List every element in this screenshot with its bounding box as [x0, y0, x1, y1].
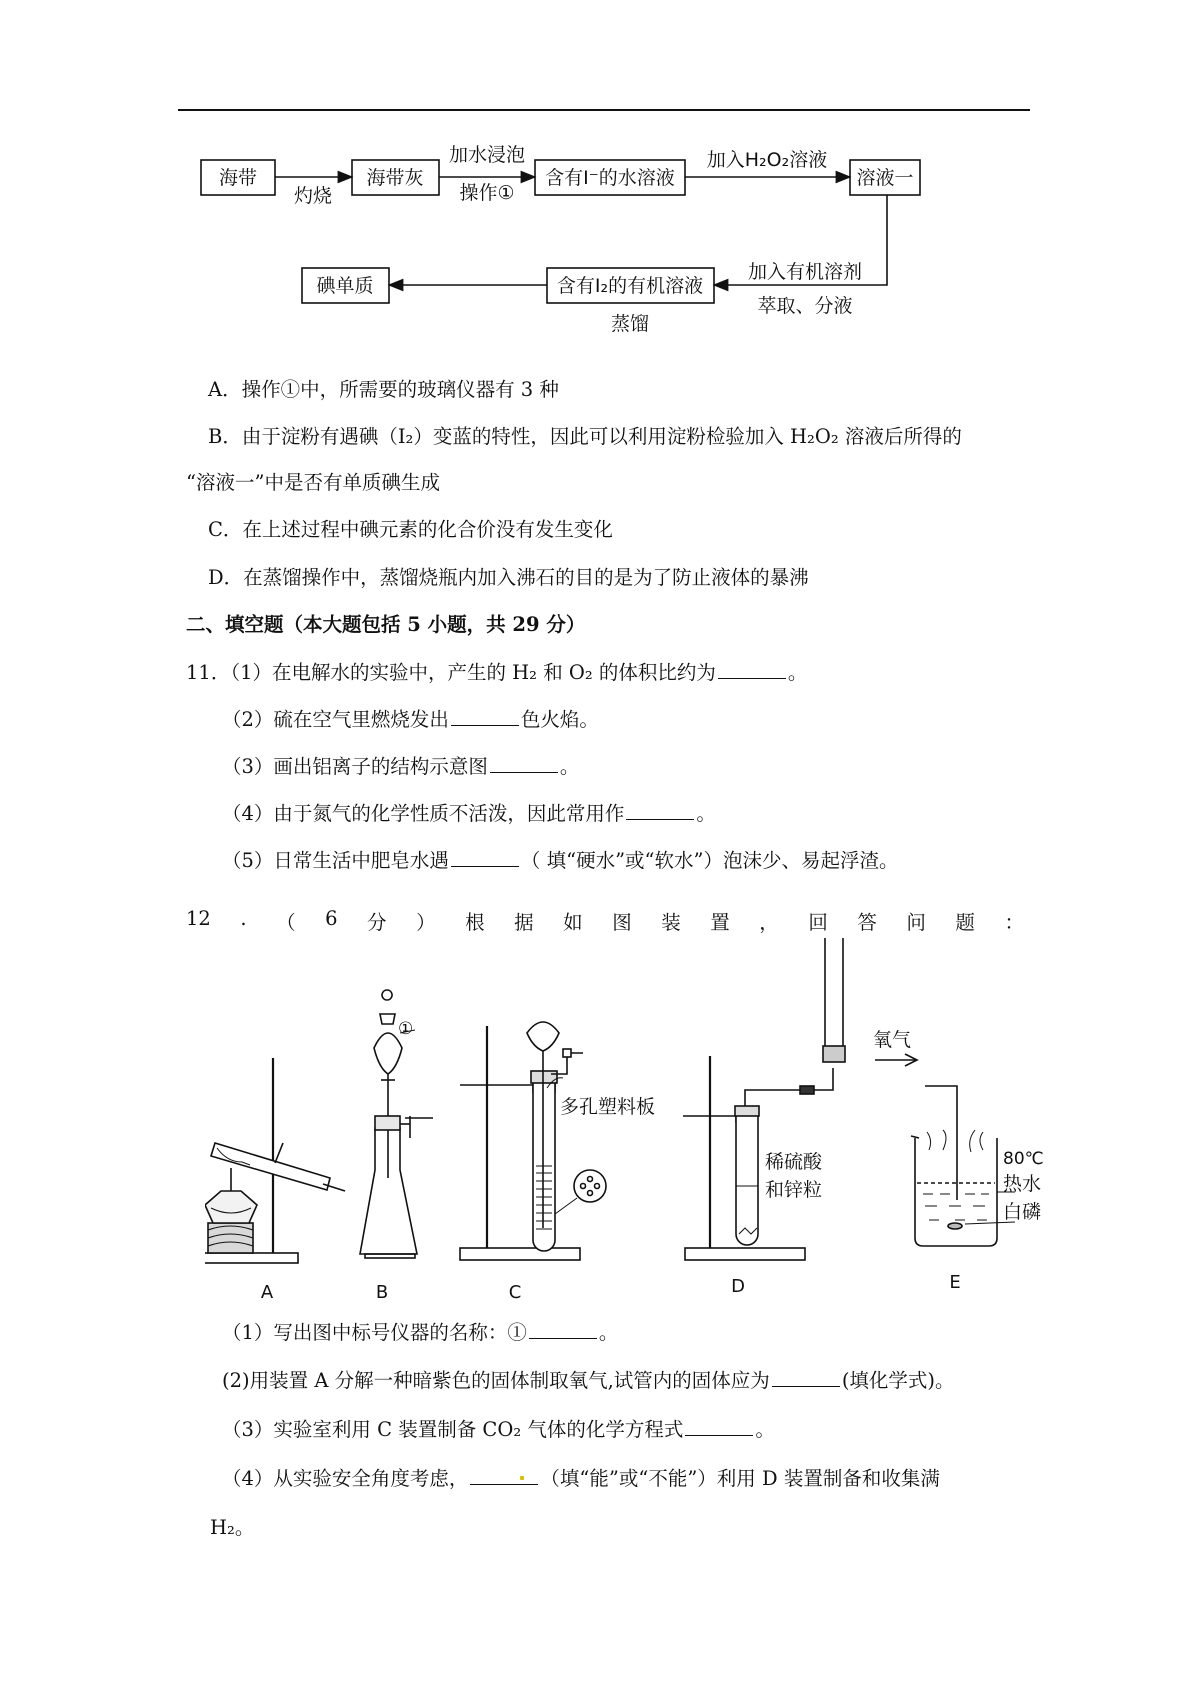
- q12-part4-cont: H₂。: [210, 1516, 255, 1539]
- apparatus-label-a: A: [260, 1282, 274, 1303]
- q12-char: .: [240, 907, 247, 930]
- q12-heading: [186, 907, 1024, 935]
- answer-blank[interactable]: [772, 1368, 840, 1387]
- q12-part1-end: 。: [598, 1321, 619, 1344]
- label-hot-water: 热水: [1003, 1173, 1042, 1195]
- q12-part1-text: （1）写出图中标号仪器的名称：①: [222, 1321, 527, 1344]
- q12-char: 分: [367, 911, 387, 934]
- step-soak-label: 加水浸泡: [448, 144, 526, 166]
- q12-part3-end: 。: [755, 1418, 775, 1441]
- q12-char: （: [276, 911, 296, 934]
- q11-part4-end: 。: [696, 802, 716, 825]
- step-h2o2-label: 加入H₂O₂溶液: [706, 149, 828, 171]
- q11-part3-text: （3）画出铝离子的结构示意图: [222, 755, 488, 778]
- label-temp: 80℃: [1003, 1149, 1044, 1169]
- q12-char: 12: [186, 907, 211, 930]
- apparatus-figure: [205, 938, 1145, 1308]
- q12-part2-text: (2)用装置 A 分解一种暗紫色的固体制取氧气,试管内的固体应为: [222, 1369, 770, 1392]
- q11-part5-text: （5）日常生活中肥皂水遇: [222, 849, 449, 872]
- q11-part1-text: 11．（1）在电解水的实验中，产生的 H₂ 和 O₂ 的体积比约为: [186, 661, 716, 684]
- answer-blank[interactable]: [451, 848, 519, 867]
- option-b-line1: B．由于淀粉有遇碘（I₂）变蓝的特性，因此可以利用淀粉检验加入 H₂O₂ 溶液后所得的: [208, 425, 962, 448]
- option-a: A．操作①中，所需要的玻璃仪器有 3 种: [208, 378, 559, 401]
- q12-part3-text: （3）实验室利用 C 装置制备 CO₂ 气体的化学方程式: [222, 1418, 684, 1441]
- apparatus-c: [460, 1022, 606, 1260]
- label-circle1: ①: [398, 1019, 414, 1039]
- q12-part2-end: (填化学式)。: [841, 1369, 955, 1392]
- step-solvent-label: 加入有机溶剂: [747, 261, 863, 283]
- node-ash: 海带灰: [366, 167, 424, 189]
- answer-blank[interactable]: [718, 660, 786, 679]
- q12-char: 如: [563, 911, 583, 934]
- apparatus-e: [875, 1054, 1015, 1246]
- option-c: C．在上述过程中碘元素的化合价没有发生变化: [208, 518, 613, 541]
- node-iodine: 碘单质: [316, 275, 374, 297]
- apparatus-d: [683, 938, 845, 1260]
- q12-char: 题: [955, 911, 975, 934]
- q11-part2-text: （2）硫在空气里燃烧发出: [222, 708, 449, 731]
- q12-char: 问: [906, 911, 926, 934]
- q12-char: 图: [612, 911, 632, 934]
- step-burn-label: 灼烧: [293, 185, 333, 207]
- label-zinc: 和锌粒: [765, 1179, 823, 1201]
- answer-blank[interactable]: [470, 1466, 538, 1485]
- q12-char: 据: [514, 911, 534, 934]
- q12-char: 答: [857, 911, 877, 934]
- q12-part2: [222, 1368, 955, 1393]
- q12-part4: [222, 1466, 940, 1491]
- label-white-phosphorus: 白磷: [1003, 1201, 1042, 1223]
- q11-part2-end: 色火焰。: [520, 708, 599, 731]
- header-rule: [178, 109, 1030, 111]
- option-b-line2: “溶液一”中是否有单质碘生成: [186, 471, 440, 494]
- node-iodide: 含有I⁻的水溶液: [545, 167, 675, 189]
- q11-part1-end: 。: [787, 661, 808, 684]
- q12-char: 6: [325, 907, 338, 930]
- node-organic: 含有I₂的有机溶液: [556, 275, 704, 297]
- q12-char: ：: [1004, 911, 1024, 934]
- flowchart: [195, 140, 1035, 370]
- step-op1-label: 操作①: [459, 182, 515, 204]
- step-distill-label: 蒸馏: [610, 313, 650, 335]
- q11-part4: [222, 801, 716, 826]
- answer-blank[interactable]: [529, 1320, 597, 1339]
- q11-part5-end: （ 填“硬水”或“软水”）泡沫少、易起浮渣。: [520, 849, 899, 872]
- q12-char: ，: [759, 911, 779, 934]
- answer-blank[interactable]: [451, 707, 519, 726]
- apparatus-b: [360, 990, 433, 1258]
- q11-part1: [186, 660, 807, 685]
- label-oxygen: 氧气: [873, 1029, 912, 1051]
- q12-part4-text: （4）从实验安全角度考虑，: [222, 1467, 469, 1490]
- q12-part4-end: （填“能”或“不能”）利用 D 装置制备和收集满: [540, 1467, 940, 1490]
- apparatus-label-c: C: [508, 1282, 522, 1303]
- step-extract-label: 萃取、分液: [757, 295, 853, 317]
- apparatus-a: [205, 1058, 345, 1263]
- apparatus-label-b: B: [375, 1282, 389, 1303]
- q11-part2: [222, 707, 599, 732]
- section2-heading: 二、填空题（本大题包括 5 小题，共 29 分）: [186, 613, 586, 636]
- q12-char: ）: [416, 911, 436, 934]
- q11-part5: [222, 848, 899, 873]
- q11-part4-text: （4）由于氮气的化学性质不活泼，因此常用作: [222, 802, 625, 825]
- q11-part3-end: 。: [559, 755, 580, 778]
- node-solution1: 溶液一: [856, 167, 914, 189]
- q11-part3: [222, 754, 579, 779]
- option-d: D．在蒸馏操作中，蒸馏烧瓶内加入沸石的目的是为了防止液体的暴沸: [208, 566, 809, 589]
- label-dilute-acid: 稀硫酸: [765, 1151, 823, 1173]
- node-seaweed: 海带: [218, 167, 258, 189]
- apparatus-label-e: E: [949, 1272, 961, 1293]
- apparatus-label-d: D: [731, 1276, 745, 1297]
- label-porous-plate: 多孔塑料板: [560, 1096, 656, 1118]
- q12-part3: [222, 1417, 775, 1442]
- q12-char: 根: [465, 911, 485, 934]
- q12-char: 回: [808, 911, 828, 934]
- answer-blank[interactable]: [490, 754, 558, 773]
- q12-char: 置: [710, 911, 730, 934]
- answer-blank[interactable]: [685, 1417, 753, 1436]
- q12-part1: [222, 1320, 618, 1345]
- answer-blank[interactable]: [626, 801, 694, 820]
- q12-char: 装: [661, 911, 681, 934]
